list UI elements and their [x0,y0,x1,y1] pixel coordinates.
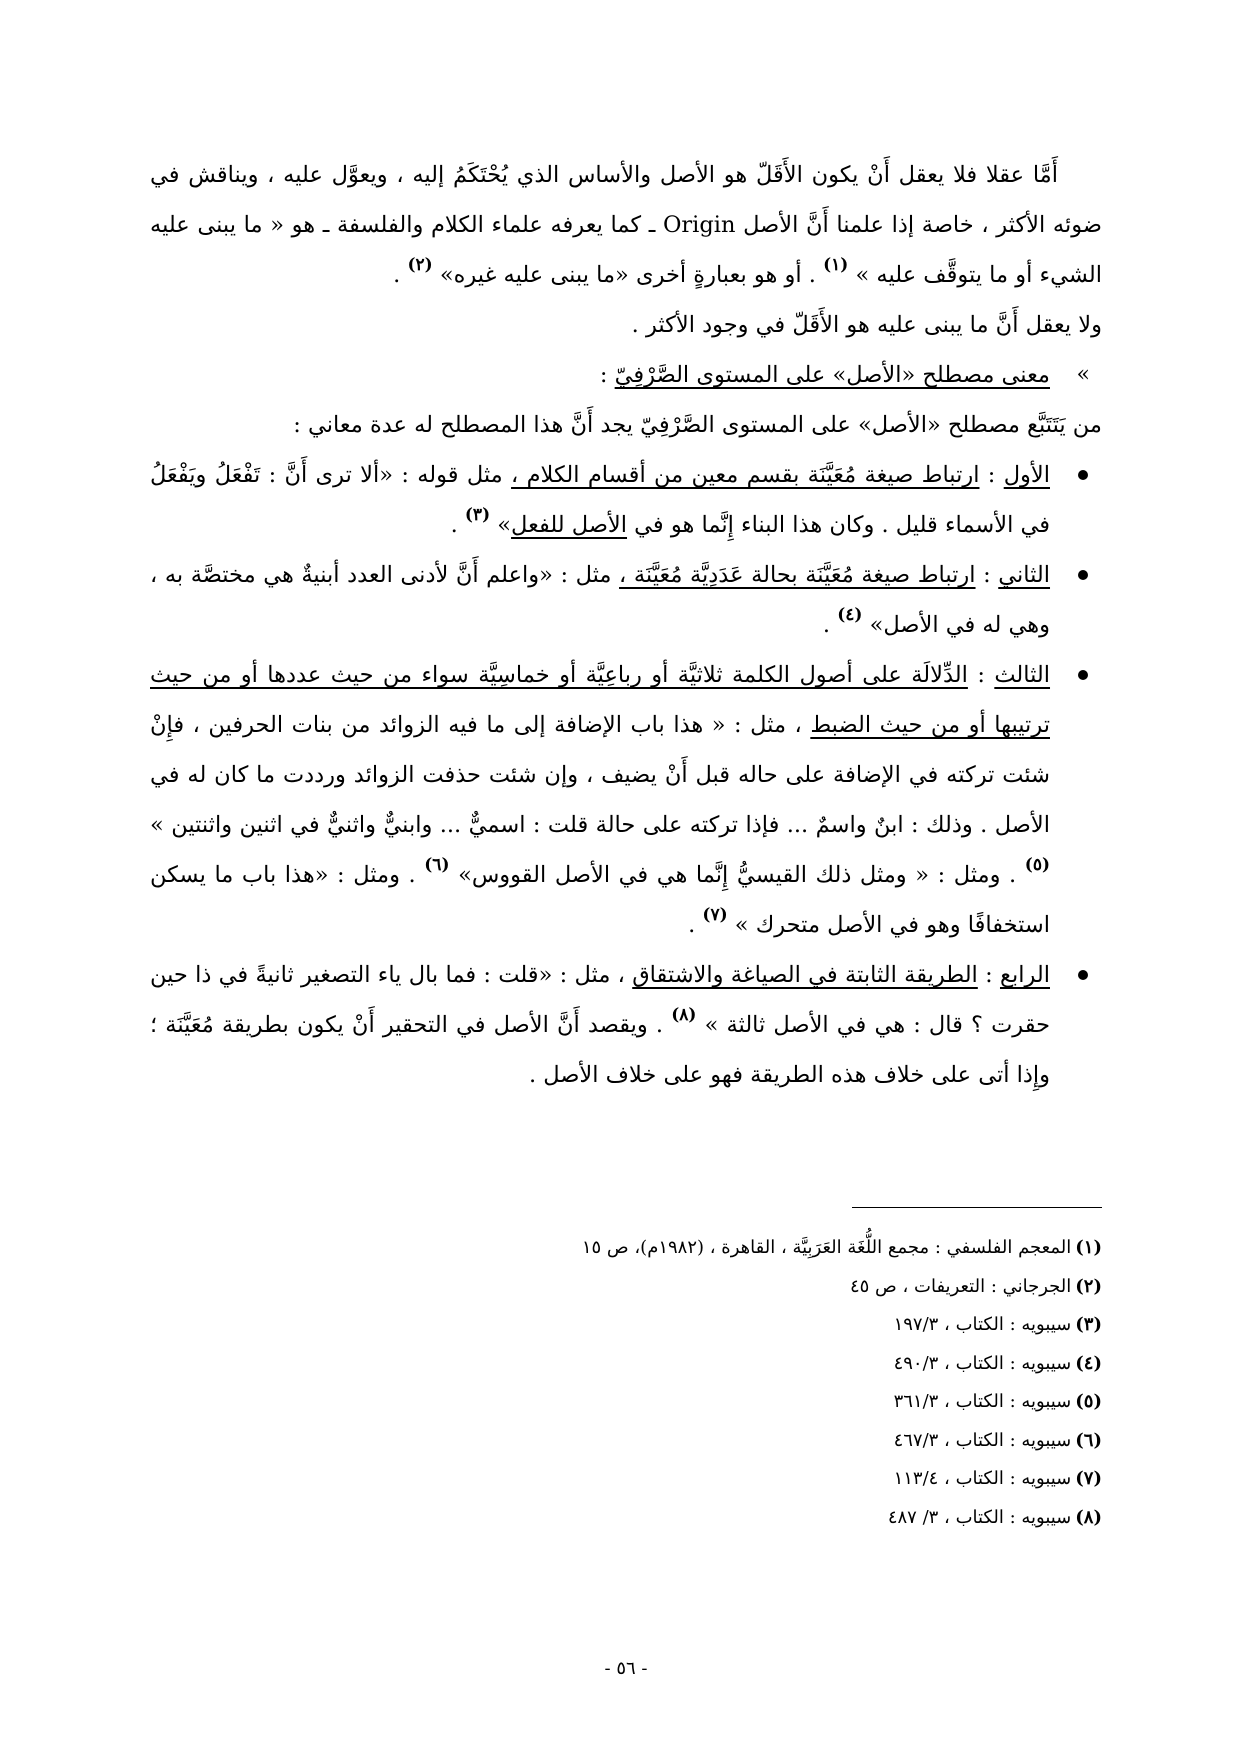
section-heading-tail: : [599,362,615,388]
bullet-item-second [150,550,1102,650]
paragraph-text: أَمَّا عقلا فلا يعقل أَنْ يكون الأَقَلّ هو الأصل والأساس الذي يُحْتَكَمُ إليه ، ويعوَّل عليه ، ويناقش في ضوئه الأكثر ، خاصة إذا علمنا أَنَّ الأصل Origin ـ كما يعرفه علماء الكلام والفلسفة ـ هو « ما يبنى عليه الشيء أو ما يتوقَّف عليه » [150,162,1102,288]
bullet-text: ، مثل : «قلت : فما بال ياء التصغير ثانيةً في ذا حين حقرت ؟ قال : هي في الأصل ثالثة » [150,962,1050,1038]
footnote-item [150,1345,1102,1384]
bullet-label: الأول [1003,462,1050,488]
bullet-separator: : [979,462,1004,488]
bullet-text: . ومثل : «هذا باب ما يسكن استخفافًا وهو في الأصل متحرك » [150,862,1050,938]
footnote-number: (٣) [1075,1314,1102,1335]
bullet-underlined-text: ارتباط صيغة مُعَيَّنَة بقسم معين من أقسام الكلام ، [511,462,980,488]
bullet-text: مثل : «واعلم أَنَّ لأدنى العدد أبنيةٌ هي مختصَّة به ، وهي له في الأصل» [150,562,1050,638]
footnote-number: (٥) [1075,1391,1102,1412]
bullet-item-first [150,450,1102,550]
bullet-text: . [822,612,838,638]
footnote-text: سيبويه : الكتاب ، ٣٦١/٣ [893,1391,1072,1412]
bullet-underlined-text: ارتباط صيغة مُعَيَّنَة بحالة عَدَدِيَّة مُعَيَّنَة ، [619,562,976,588]
bullet-text: ، مثل : « هذا باب الإضافة إلى ما فيه الزوائد من بنات الحرفين ، فإِنْ شئت تركته في الإضافة على حاله قبل أَنْ يضيف ، وإن شئت حذفت الزوائد ورددت ما كان له في الأصل . وذلك : ابنٌ واسمٌ ... فإذا تركته على حالة قلت : اسميٌّ ... وابنيٌّ واثنيٌّ في اثنين واثنتين » [150,712,1050,838]
footnote-item [150,1229,1102,1268]
footnote-text: المعجم الفلسفي : مجمع اللُّغَة العَرَبِيَّة ، القاهرة ، (١٩٨٢م)، ص ١٥ [581,1237,1072,1258]
bullet-text: . ومثل : « ومثل ذلك القيسيُّ إِنَّما هي في الأصل القووس» [458,862,1025,888]
footnote-ref-1[interactable]: (١) [823,255,849,275]
footnote-text: سيبويه : الكتاب ، ٤٦٧/٣ [893,1429,1072,1451]
bullet-icon [1078,570,1088,580]
bullet-separator: : [975,562,999,588]
footnote-text: سيبويه : الكتاب ، ١١٣/٤ [893,1468,1072,1489]
footnote-ref-3[interactable]: (٣) [464,505,491,525]
footnote-ref-6[interactable]: (٦) [424,855,450,875]
footnote-text: سيبويه : الكتاب ، ٣/ ٤٨٧ [887,1506,1072,1528]
footnote-number: (٢) [1075,1275,1102,1297]
footnote-number: (٧) [1075,1468,1102,1489]
footnote-ref-2[interactable]: (٢) [407,255,433,275]
footnote-item [150,1383,1102,1422]
footnote-text: سيبويه : الكتاب ، ٤٩٠/٣ [893,1352,1072,1374]
footnote-number: (٨) [1075,1506,1102,1528]
bullet-separator: : [977,962,1000,988]
paragraph-conclusion: ولا يعقل أَنَّ ما يبنى عليه هو الأَقَلّ في وجود الأكثر . [631,312,1102,338]
footnote-item [150,1268,1102,1307]
footnote-text: سيبويه : الكتاب ، ١٩٧/٣ [893,1314,1072,1335]
footnotes [150,1229,1102,1537]
footnote-number: (١) [1075,1237,1102,1258]
footnote-number: (٤) [1075,1352,1102,1374]
document-page [150,150,1102,1690]
paragraph-origin [150,150,1102,300]
footnote-ref-7[interactable]: (٧) [702,905,728,925]
bullet-label: الرابع [999,962,1050,988]
paragraph-text: . أو هو بعبارةٍ أخرى «ما يبنى عليه غيره» [439,262,816,288]
footnote-item [150,1306,1102,1345]
footnote-item [150,1422,1102,1461]
section-heading-text: معنى مصطلح «الأصل» على المستوى الصَّرْفِيّ [614,362,1050,388]
footnote-ref-5[interactable]: (٥) [1024,855,1050,875]
bullet-underlined-text: الدِّلالَة على أصول الكلمة ثلاثيَّة أو رباعِيَّة أو خماسِيَّة سواء من حيث عددها أو من حيث ترتيبها أو من حيث الضبط [150,662,1050,738]
section-marker: » [1076,362,1090,387]
body-text [150,150,1102,1100]
bullet-separator: : [967,662,995,688]
bullet-icon [1078,670,1088,680]
footnote-divider [852,1207,1102,1208]
bullet-icon [1078,470,1088,480]
section-heading [150,350,1102,400]
bullet-text: » [497,512,512,538]
bullet-text: . [450,512,465,538]
footnote-ref-8[interactable]: (٨) [671,1005,697,1025]
paragraph-text: . [393,262,401,288]
footnote-item [150,1460,1102,1499]
footnote-ref-4[interactable]: (٤) [837,605,863,625]
bullet-text: مثل قوله : «ألا ترى أَنَّ : تَفْعَلُ ويَفْعَلُ في الأسماء قليل . وكان هذا البناء إِنَّما هو في [150,462,1050,538]
page-number: - ٥٦ - [604,1658,648,1679]
bullet-label: الثاني [998,562,1051,588]
bullet-item-fourth [150,950,1102,1100]
section-intro: من يَتَتَبَّع مصطلح «الأصل» على المستوى الصَّرْفِيّ يجد أَنَّ هذا المصطلح له عدة معاني : [293,412,1102,438]
bullet-icon [1078,970,1088,980]
bullet-label: الثالث [994,662,1051,688]
footnote-number: (٦) [1075,1429,1102,1451]
footnote-text: الجرجاني : التعريفات ، ص ٤٥ [849,1275,1072,1297]
footnote-item [150,1499,1102,1538]
bullet-text: . ويقصد أَنَّ الأصل في التحقير أَنْ يكون بطريقة مُعَيَّنَة ؛ وإِذا أتى على خلاف هذه الطريقة فهو على خلاف الأصل . [150,1012,1050,1088]
bullet-underlined-text: الأصل للفعل [511,512,628,538]
bullet-item-third [150,650,1102,950]
bullet-text: . [688,912,703,938]
bullet-underlined-text: الطريقة الثابتة في الصياغة والاشتقاق [632,962,978,988]
